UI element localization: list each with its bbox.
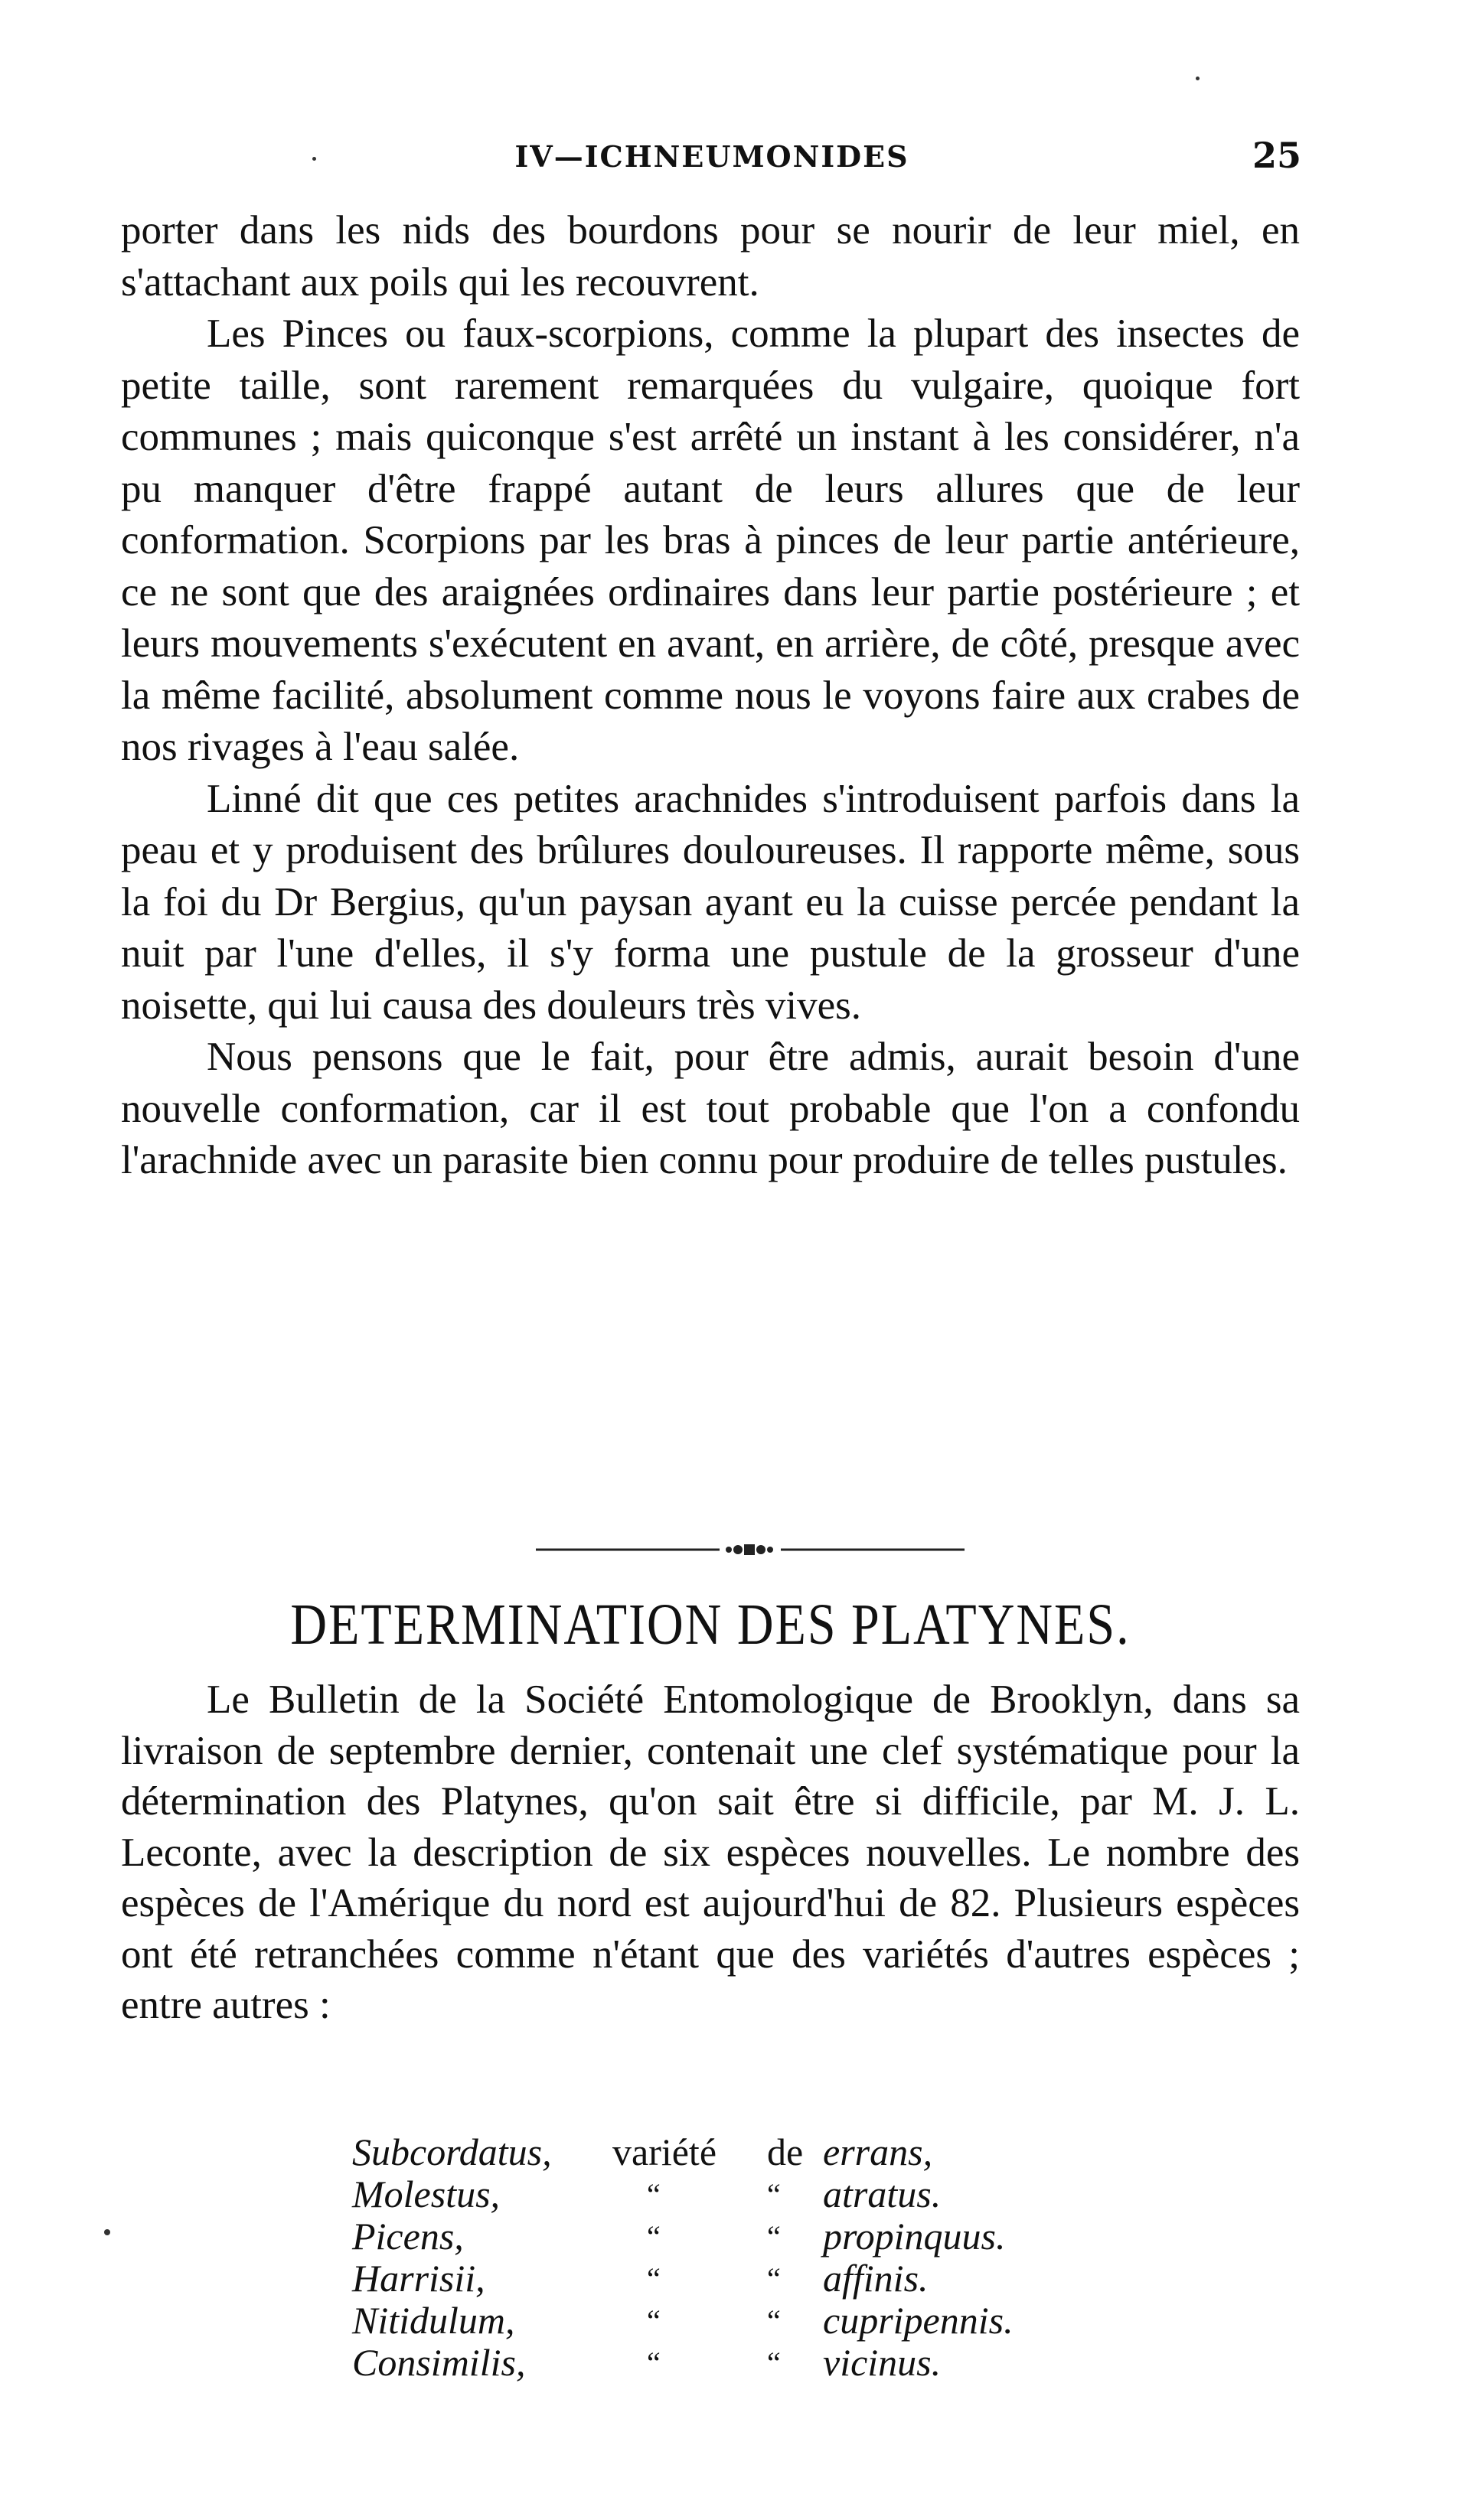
synonym-species: cupripennis. [823,2299,1014,2342]
synonym-row [352,2173,1118,2215]
synonym-row [352,2258,1118,2300]
synonym-name: Consimilis, [352,2341,526,2384]
synonym-name: Nitidulum, [352,2299,515,2342]
ditto-mark: “ [647,2177,661,2212]
ditto-mark: “ [767,2261,781,2296]
synonym-row [352,2342,1118,2384]
synonym-list [352,2131,1118,2384]
synonym-species: propinquus. [823,2215,1006,2258]
paragraph-conclusion: Nous pensons que le fait, pour être admis, aurait besoin d'une nouvelle conformation, car il est tout probable que l'on a confondu l'arachnide avec un parasite bien connu pour produire de telles pustules. [121,1035,1300,1182]
page-number: 25 [1252,135,1301,176]
synonym-name: Harrisii, [352,2257,485,2300]
ditto-mark: “ [767,2303,781,2338]
print-speck [104,2229,110,2235]
synonym-name: Subcordatus, [352,2130,552,2173]
print-speck [1196,77,1200,80]
ditto-mark: “ [767,2346,781,2380]
synonym-row [352,2131,1118,2173]
paragraph-continuation: porter dans les nids des bourdons pour se nourir de leur miel, en s'attachant aux poils qui les recouvrent. [121,208,1300,305]
print-speck [312,157,316,161]
synonym-prep: de [767,2130,804,2173]
body-text [121,205,1300,1187]
ditto-mark: “ [647,2346,661,2380]
paragraph-linne: Linné dit que ces petites arachnides s'introduisent parfois dans la peau et y produisent des brûlures douloureuses. Il rapporte même, sous la foi du Dr Bergius, qu'un paysan ayant eu la cuisse percée pendant la nuit par l'une d'elles, il s'y forma une pustule de la grosseur d'une noisette, qui lui causa des douleurs très vives. [121,776,1300,1028]
ditto-mark: “ [767,2219,781,2254]
ditto-mark: “ [647,2261,661,2296]
synonym-row [352,2300,1118,2342]
synonym-relation: variété [612,2130,717,2173]
ditto-mark: “ [767,2177,781,2212]
synonym-name: Picens, [352,2215,464,2258]
synonym-species: atratus. [823,2173,942,2215]
ditto-mark: “ [647,2219,661,2254]
synonym-name: Molestus, [352,2173,501,2215]
synonym-species: affinis. [823,2257,929,2300]
section-heading: DETERMINATION DES PLATYNES. [290,1593,1131,1658]
section-body [121,1674,1300,2031]
synonym-species: errans, [823,2130,933,2173]
running-head-title: IV—ICHNEUMONIDES [514,139,909,174]
ditto-mark: “ [647,2303,661,2338]
running-head [122,135,1301,185]
synonym-species: vicinus. [823,2341,942,2384]
paragraph-platynes: Le Bulletin de la Société Entomologique de Brooklyn, dans sa livraison de septembre dernier, contenait une clef systématique pour la détermination des Platynes, qu'on sait être si difficile, par M. J. L. Leconte, avec la description de six espèces nouvelles. Le nombre des espèces de l'Amérique du nord est aujourd'hui de 82. Plusieurs espèces ont été retranchées comme n'étant que des variétés d'autres espèces ; entre autres : [121,1677,1300,2027]
section-divider-ornament [536,1538,965,1561]
synonym-row [352,2215,1118,2258]
paragraph-pseudoscorpions: Les Pinces ou faux-scorpions, comme la plupart des insectes de petite taille, sont rarement remarquées du vulgaire, quoique fort communes ; mais quiconque s'est arrêté un instant à les considérer, n'a pu manquer d'être frappé autant de leurs allures que de leur conformation. Scorpions par les bras à pinces de leur partie antérieure, ce ne sont que des araignées ordinaires dans leur partie postérieure ; et leurs mouvements s'exécutent en avant, en arrière, de côté, presque avec la même facilité, absolument comme nous le voyons faire aux crabes de nos rivages à l'eau salée. [121,311,1300,769]
